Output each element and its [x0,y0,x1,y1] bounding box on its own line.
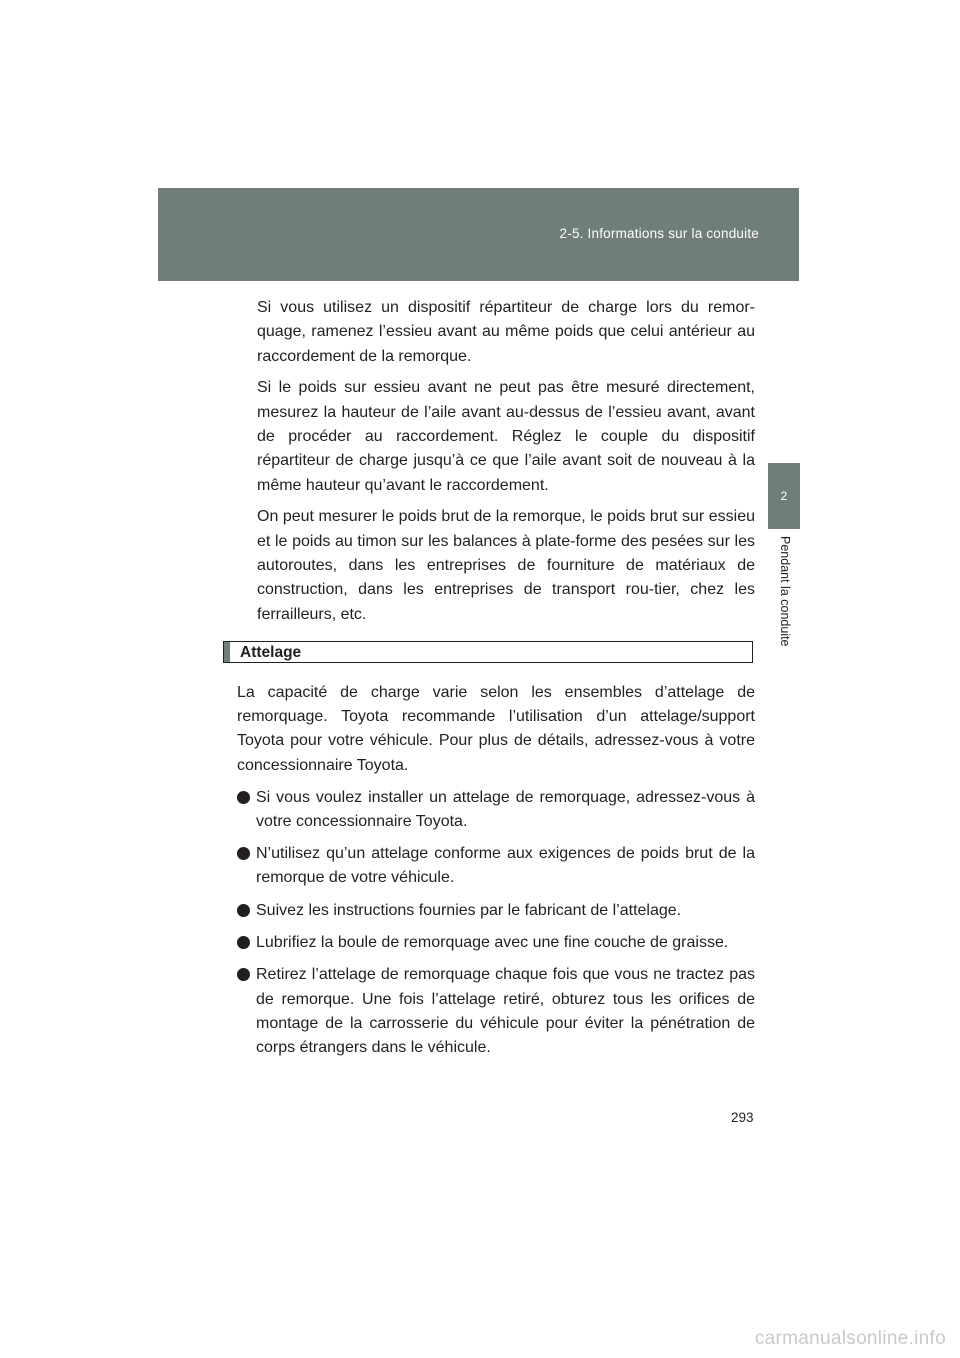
bullet-icon [237,904,250,917]
intro-paragraph: On peut mesurer le poids brut de la remorque, le poids brut sur essieu et le poids au timon sur les balances à plate-forme des pesées sur les autoroutes, dans les entreprises de fourniture de matériaux de construction, dans les entreprises de transport rou-tier, chez les ferrailleurs, etc. [257,508,755,623]
bullet-text: Si vous voulez installer un attelage de remorquage, adressez-vous à votre concessionnaire Toyota. [256,788,755,830]
page-content [237,296,755,1069]
bullet-item [237,931,755,955]
watermark: carmanualsonline.info [754,1328,946,1349]
section-accent-bar [224,642,230,662]
bullet-text: Retirez l’attelage de remorquage chaque fois que vous ne tractez pas de remorque. Une fois l’attelage retiré, obturez tous les orifices de montage de la carrosserie du véhicule pour éviter la pénétration de corps étrangers dans le véhicule. [256,966,755,1057]
section-intro: La capacité de charge varie selon les ensembles d’attelage de remorquage. Toyota recommande l’utilisation d’un attelage/support Toyota pour votre véhicule. Pour plus de détails, adressez-vous à votre concessionnaire Toyota. [237,683,755,774]
bullet-icon [237,968,250,981]
chapter-label: Pendant la conduite [778,536,792,647]
bullet-item [237,963,755,1060]
page-number: 293 [731,1110,754,1125]
bullet-text: N’utilisez qu’un attelage conforme aux exigences de poids brut de la remorque de votre véhicule. [256,845,755,887]
section-title: Attelage [240,643,302,661]
chapter-number: 2 [780,489,788,503]
section-heading: 2-5. Informations sur la conduite [559,226,759,241]
chapter-label-container [770,536,800,686]
chapter-tab [768,463,800,529]
intro-paragraph: Si vous utilisez un dispositif répartiteur de charge lors du remor-quage, ramenez l’essieu avant au même poids que celui antérieur au raccordement de la remorque. [257,299,755,365]
intro-paragraph: Si le poids sur essieu avant ne peut pas être mesuré directement, mesurez la hauteur de l’aile avant au-dessus de l’essieu avant, avant de procéder au raccordement. Réglez le couple du dispositif répartiteur de charge jusqu’à ce que l’aile avant soit de nouveau à la même hauteur qu’avant le raccordement. [257,379,755,494]
bullet-item [237,786,755,835]
bullet-icon [237,847,250,860]
header-bar [158,188,799,281]
bullet-icon [237,936,250,949]
bullet-item [237,899,755,923]
bullet-item [237,842,755,891]
bullet-text: Lubrifiez la boule de remorquage avec une fine couche de graisse. [256,934,729,952]
bullet-icon [237,791,250,804]
section-heading-box [223,641,753,663]
bullet-text: Suivez les instructions fournies par le fabricant de l’attelage. [256,901,682,919]
